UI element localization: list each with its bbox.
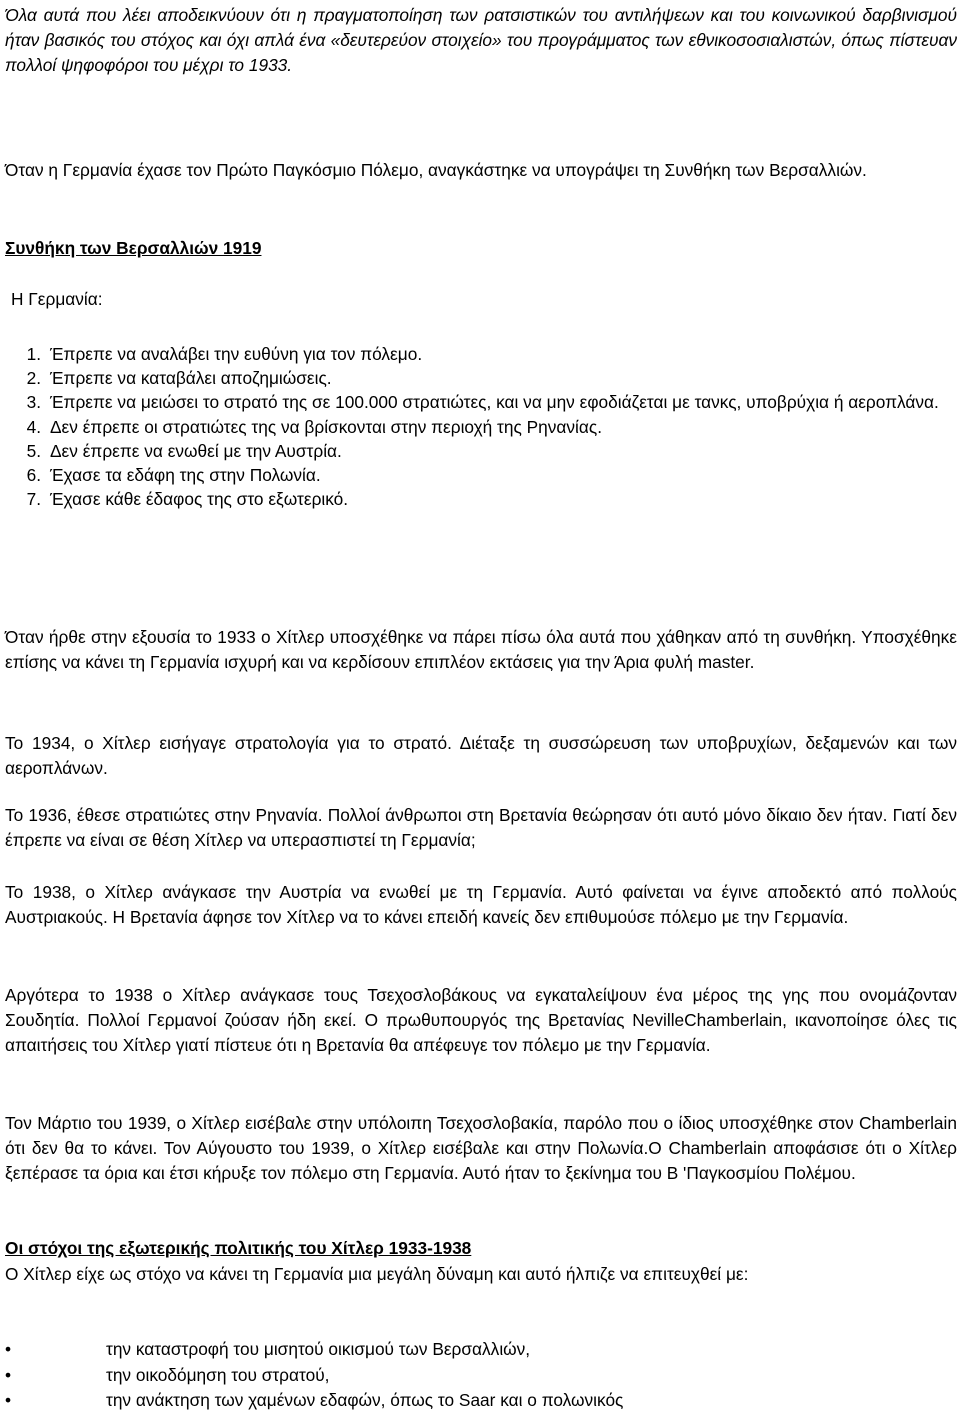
list-item: [5, 1388, 957, 1414]
list-text: Έπρεπε να αναλάβει την ευθύνη για τον πόλεμο.: [50, 344, 423, 364]
list-text: Δεν έπρεπε οι στρατιώτες της να βρίσκονται στην περιοχή της Ρηνανίας.: [50, 416, 602, 437]
list-number: 1.: [26, 344, 41, 364]
list-text: την ανάκτηση των χαμένων εδαφών, όπως το Saar και ο πολωνικός: [106, 1390, 624, 1410]
list-item: [5, 1337, 957, 1363]
treaty-terms-list: [5, 342, 957, 511]
body-paragraph: Το 1938, ο Χίτλερ ανάγκασε την Αυστρία να ενωθεί με τη Γερμανία. Αυτό φαίνεται να έγινε αποδεκτό από πολλούς Αυστριακούς. Η Βρετανία άφησε τον Χίτλερ να το κάνει επειδή κανείς δεν επιθυμούσε πόλεμο με την Γερμανία.: [5, 882, 957, 927]
list-number: 4.: [26, 416, 41, 437]
list-item: [5, 1363, 957, 1389]
treaty-lead: Η Γερμανία:: [11, 289, 103, 309]
bullet-icon: •: [5, 1364, 12, 1385]
intro-paragraph-2: Όταν η Γερμανία έχασε τον Πρώτο Παγκόσμιο Πόλεμο, αναγκάστηκε να υπογράψει τη Συνθήκη των Βερσαλλιών.: [5, 160, 867, 180]
list-text: Έπρεπε να μειώσει το στρατό της σε 100.000 στρατιώτες, και να μην εφοδιάζεται με τανκς, υποβρύχια ή αεροπλάνα.: [50, 392, 939, 413]
list-number: 7.: [26, 489, 41, 510]
list-number: 5.: [26, 440, 41, 461]
list-text: Έχασε τα εδάφη της στην Πολωνία.: [50, 465, 321, 486]
list-text: την καταστροφή του μισητού οικισμού των Βερσαλλιών,: [106, 1339, 531, 1359]
list-number: 6.: [26, 465, 41, 486]
list-text: Έχασε κάθε έδαφος της στο εξωτερικό.: [50, 489, 349, 510]
list-item: [5, 463, 957, 487]
body-paragraph: Το 1934, ο Χίτλερ εισήγαγε στρατολογία για το στρατό. Διέταξε τη συσσώρευση των υποβρυχίων, δεξαμενών και των αεροπλάνων.: [5, 733, 957, 778]
intro-paragraph: Όλα αυτά που λέει αποδεικνύουν ότι η πραγματοποίηση των ρατσιστικών του αντιλήψεων και του κοινωνικού δαρβινισμού ήταν βασικός του στόχος και όχι απλά ένα «δευτερεύον στοιχείο» του προγράμματος των εθνικοσοσιαλιστών, όπως πίστευαν πολλοί ψηφοφόροι του μέχρι το 1933.: [5, 5, 957, 75]
list-item: [5, 366, 957, 390]
list-text: την οικοδόμηση του στρατού,: [106, 1364, 330, 1385]
goals-heading: Οι στόχοι της εξωτερικής πολιτικής του Χίτλερ 1933-1938: [5, 1238, 472, 1258]
list-item: [5, 415, 957, 439]
list-number: 3.: [26, 392, 41, 413]
list-text: Έπρεπε να καταβάλει αποζημιώσεις.: [50, 368, 332, 389]
list-item: [5, 390, 957, 414]
treaty-heading: Συνθήκη των Βερσαλλιών 1919: [5, 238, 262, 258]
body-paragraph: Το 1936, έθεσε στρατιώτες στην Ρηνανία. Πολλοί άνθρωποι στη Βρετανία θεώρησαν ότι αυτό μόνο δίκαιο δεν ήταν. Γιατί δεν έπρεπε να είναι σε θέση Χίτλερ να υπερασπιστεί τη Γερμανία;: [5, 805, 957, 850]
body-paragraph: Αργότερα το 1938 ο Χίτλερ ανάγκασε τους Τσεχοσλοβάκους να εγκαταλείψουν ένα μέρος της γης που ονομάζονταν Σουδητία. Πολλοί Γερμανοί ζούσαν ήδη εκεί. Ο πρωθυπουργός της Βρετανίας NevilleChamberlain, ικανοποίησε όλες τις απαιτήσεις του Χίτλερ γιατί πίστευε ότι η Βρετανία θα απέφευγε τον πόλεμο με την Γερμανία.: [5, 985, 957, 1055]
list-text: Δεν έπρεπε να ενωθεί με την Αυστρία.: [50, 440, 342, 461]
list-item: [5, 439, 957, 463]
body-paragraph: Τον Μάρτιο του 1939, ο Χίτλερ εισέβαλε στην υπόλοιπη Τσεχοσλοβακία, παρόλο που ο ίδιος υποσχέθηκε στον Chamberlain ότι δεν θα το κάνει. Τον Αύγουστο του 1939, ο Χίτλερ εισέβαλε και στην Πολωνία.Ο Chamberlain αποφάσισε ότι ο Χίτλερ ξεπέρασε τα όρια και έτσι κήρυξε τον πόλεμο στη Γερμανία. Αυτό ήταν το ξεκίνημα του Β 'Παγκοσμίου Πολέμου.: [5, 1113, 957, 1183]
bullet-icon: •: [5, 1339, 12, 1359]
list-number: 2.: [26, 368, 41, 389]
list-item: [5, 487, 957, 511]
body-paragraph: Όταν ήρθε στην εξουσία το 1933 ο Χίτλερ υποσχέθηκε να πάρει πίσω όλα αυτά που χάθηκαν από τη συνθήκη. Υποσχέθηκε επίσης να κάνει τη Γερμανία ισχυρή και να κερδίσουν επιπλέον εκτάσεις για την Άρια φυλή master.: [5, 627, 957, 672]
goals-lead: Ο Χίτλερ είχε ως στόχο να κάνει τη Γερμανία μια μεγάλη δύναμη και αυτό ήλπιζε να επιτευχθεί με:: [5, 1264, 749, 1284]
bullet-icon: •: [5, 1390, 12, 1410]
list-item: [5, 342, 957, 366]
goals-bullet-list: [5, 1337, 957, 1414]
